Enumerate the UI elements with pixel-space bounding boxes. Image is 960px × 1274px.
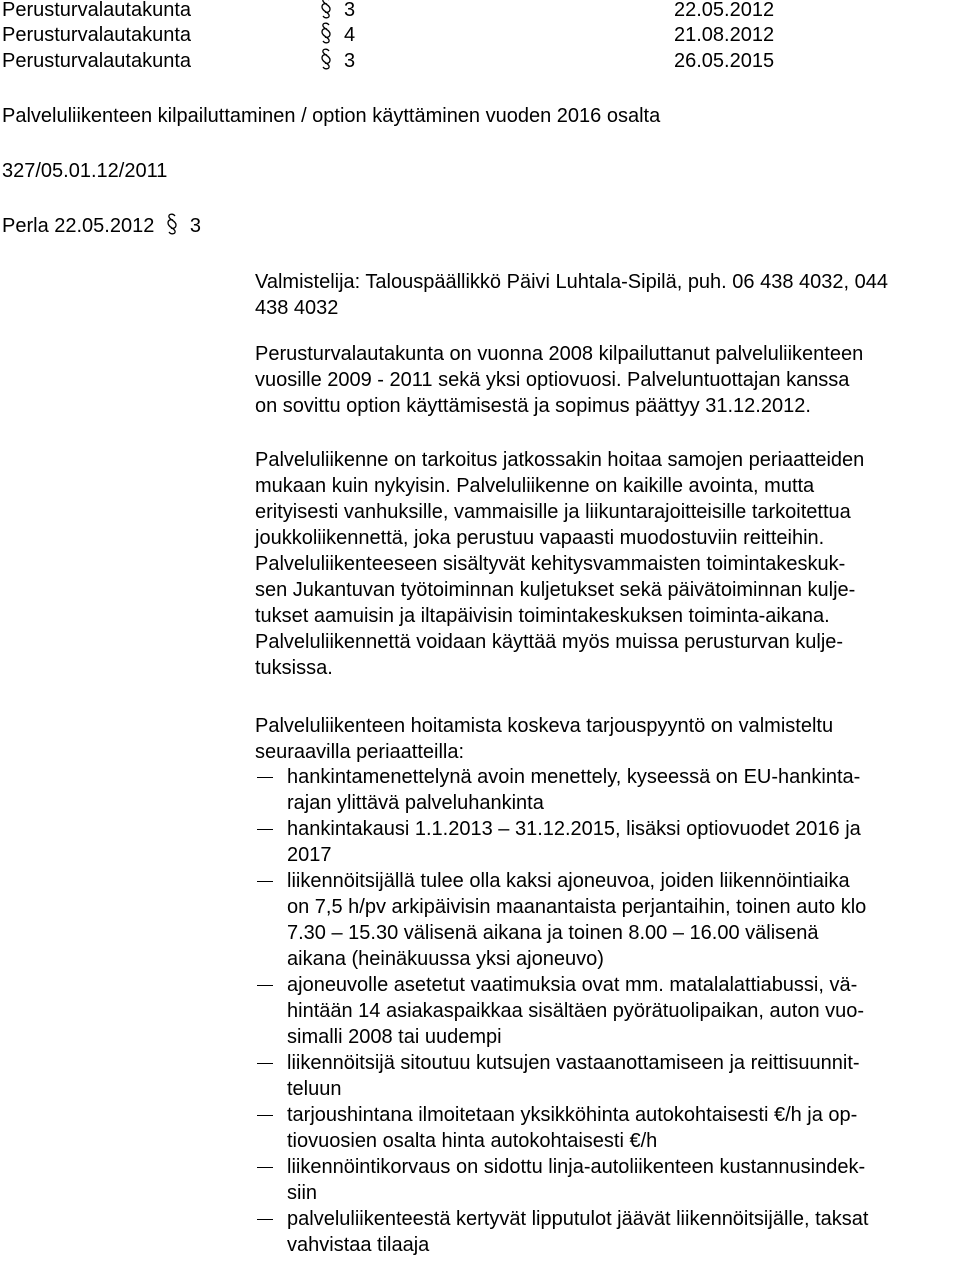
history-date: 26.05.2015 [674,50,775,72]
list-item: liikennöitsijä sitoutuu kutsujen vastaanottamiseen ja reittisuunnit- teluun [255,1050,960,1102]
principles-list [255,764,960,1258]
history-section: 3 [320,48,355,74]
history-section: 3 [320,0,355,23]
dash-bullet-icon [257,1063,273,1064]
list-item: liikennöitsijällä tulee olla kaksi ajoneuvoa, joiden liikennöintiaika on 7,5 h/pv arkipäivisin maanantaista perjantaihin, toinen auto klo 7.30 – 15.30 välisenä aikana ja toinen 8.00 – 16.00 välisenä aikana (heinäkuussa yksi ajoneuvo) [255,868,960,972]
paragraph-line: vuosille 2009 - 2011 sekä yksi optiovuosi. Palveluntuottajan kanssa [255,369,850,391]
dash-bullet-icon [257,829,273,830]
page-title: Palveluliikenteen kilpailuttaminen / option käyttäminen vuoden 2016 osalta [2,105,661,127]
paragraph-line: sen Jukantuvan työtoiminnan kuljetukset sekä päivätoiminnan kulje- [255,579,856,601]
section-sign-icon [320,48,332,70]
paragraph-principles-intro [255,713,960,765]
perla-line [2,213,201,239]
section-sign-icon [320,22,332,44]
reference-number: 327/05.01.12/2011 [2,160,168,182]
preparer-line: 438 4032 [255,297,339,319]
preparer-info [255,269,960,321]
history-row [2,0,802,23]
dash-bullet-icon [257,1115,273,1116]
paragraph-line: erityisesti vanhuksille, vammaisille ja liikuntarajoitteisille tarkoitettua [255,501,851,523]
history-date: 21.08.2012 [674,24,775,46]
paragraph-line: mukaan kuin nykyisin. Palveluliikenne on kaikille avointa, mutta [255,475,815,497]
dash-bullet-icon [257,777,273,778]
list-item: palveluliikenteestä kertyvät lipputulot jäävät liikennöitsijälle, taksat vahvistaa tilaaja [255,1206,960,1258]
history-section: 4 [320,22,355,48]
paragraph-line: tuksissa. [255,657,333,679]
paragraph-background [255,341,960,419]
section-sign-icon [320,0,332,19]
paragraph-line: Palveluliikenne on tarkoitus jatkossakin hoitaa samojen periaatteiden [255,449,865,471]
perla-section: 3 [189,215,202,237]
list-item: ajoneuvolle asetetut vaatimuksia ovat mm. matalalattiabussi, vä- hintään 14 asiakaspaikkaa sisältäen pyörätuolipaikan, auton vuo- simalli 2008 tai uudempi [255,972,960,1050]
list-item: hankintakausi 1.1.2013 – 31.12.2015, lisäksi optiovuodet 2016 ja 2017 [255,816,960,868]
paragraph-line: Palveluliikennettä voidaan käyttää myös muissa perusturvan kulje- [255,631,844,653]
dash-bullet-icon [257,1167,273,1168]
history-body: Perusturvalautakunta [2,50,192,72]
paragraph-description [255,447,960,681]
history-row [2,48,802,74]
list-item: liikennöintikorvaus on sidottu linja-autoliikenteen kustannusindek- siin [255,1154,960,1206]
paragraph-line: Perusturvalautakunta on vuonna 2008 kilpailuttanut palveluliikenteen [255,343,864,365]
section-sign-icon [166,213,178,235]
paragraph-line: on sovittu option käyttämisestä ja sopimus päättyy 31.12.2012. [255,395,811,417]
history-row [2,22,802,48]
paragraph-line: tukset aamuisin ja iltapäivisin toimintakeskuksen toiminta-aikana. [255,605,830,627]
paragraph-line: Palveluliikenteeseen sisältyvät kehitysvammaisten toimintakeskuk- [255,553,846,575]
paragraph-line: Palveluliikenteen hoitamista koskeva tarjouspyyntö on valmisteltu [255,715,834,737]
perla-prefix: Perla 22.05.2012 [2,215,155,237]
history-body: Perusturvalautakunta [2,0,192,21]
dash-bullet-icon [257,985,273,986]
history-date: 22.05.2012 [674,0,775,21]
dash-bullet-icon [257,881,273,882]
preparer-line: Valmistelija: Talouspäällikkö Päivi Luhtala-Sipilä, puh. 06 438 4032, 044 [255,271,888,293]
history-body: Perusturvalautakunta [2,24,192,46]
list-item: hankintamenettelynä avoin menettely, kyseessä on EU-hankinta- rajan ylittävä palveluhankinta [255,764,960,816]
paragraph-line: seuraavilla periaatteilla: [255,741,465,763]
dash-bullet-icon [257,1219,273,1220]
list-item: tarjoushintana ilmoitetaan yksikköhinta autokohtaisesti €/h ja op- tiovuosien osalta hinta autokohtaisesti €/h [255,1102,960,1154]
paragraph-line: joukkoliikennettä, joka perustuu vapaasti muodostuviin reitteihin. [255,527,825,549]
